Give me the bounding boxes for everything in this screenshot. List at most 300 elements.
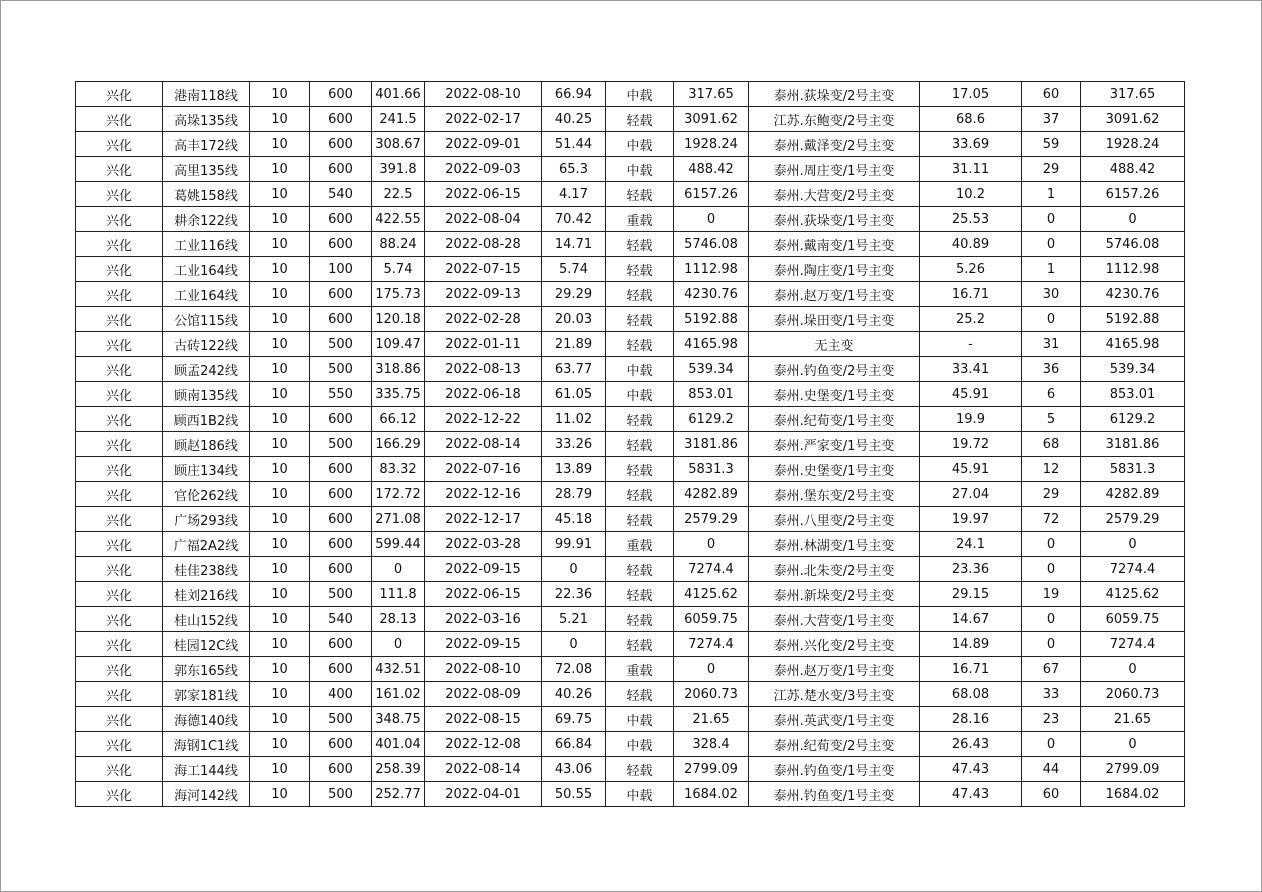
available-capacity-cell: 2579.29 [674,507,749,532]
available-capacity-cell: 4125.62 [674,582,749,607]
region-cell: 兴化 [76,657,163,682]
line-name-cell: 葛姚158线 [163,182,250,207]
table-row [76,732,1185,757]
line-name-cell: 桂山152线 [163,607,250,632]
open-capacity-cell: 1684.02 [1081,782,1185,807]
load-rate-cell: 0 [542,557,606,582]
capacity-cell: 600 [310,507,372,532]
line-name-cell: 工业116线 [163,232,250,257]
transformer-cell: 泰州.兴化变/2号主变 [749,632,920,657]
line-name-cell: 港南118线 [163,82,250,107]
table-row [76,282,1185,307]
line-name-cell: 顾南135线 [163,382,250,407]
line-name-cell: 郭家181线 [163,682,250,707]
table-row [76,407,1185,432]
open-capacity-cell: 6129.2 [1081,407,1185,432]
available-capacity-cell: 21.65 [674,707,749,732]
voltage-cell: 10 [250,432,310,457]
transformer-load-rate-cell: 28.16 [920,707,1022,732]
load-level-cell: 中载 [606,707,674,732]
count-cell: 44 [1022,757,1081,782]
transformer-cell: 泰州.严家变/1号主变 [749,432,920,457]
table-row [76,82,1185,107]
date-cell: 2022-08-13 [425,357,542,382]
voltage-cell: 10 [250,382,310,407]
transformer-load-rate-cell: 33.69 [920,132,1022,157]
load-level-cell: 中载 [606,382,674,407]
transformer-cell: 泰州.堡东变/2号主变 [749,482,920,507]
voltage-cell: 10 [250,307,310,332]
load-level-cell: 轻载 [606,432,674,457]
max-load-cell: 252.77 [372,782,425,807]
table-row [76,107,1185,132]
available-capacity-cell: 5831.3 [674,457,749,482]
load-level-cell: 中载 [606,732,674,757]
max-load-cell: 5.74 [372,257,425,282]
open-capacity-cell: 5746.08 [1081,232,1185,257]
count-cell: 60 [1022,782,1081,807]
capacity-cell: 500 [310,707,372,732]
transformer-cell: 无主变 [749,332,920,357]
voltage-cell: 10 [250,507,310,532]
table-row [76,207,1185,232]
transformer-load-rate-cell: 16.71 [920,657,1022,682]
load-level-cell: 轻载 [606,682,674,707]
max-load-cell: 318.86 [372,357,425,382]
capacity-cell: 600 [310,157,372,182]
available-capacity-cell: 317.65 [674,82,749,107]
count-cell: 29 [1022,157,1081,182]
transformer-cell: 泰州.新垛变/2号主变 [749,582,920,607]
load-level-cell: 中载 [606,357,674,382]
transformer-cell: 泰州.垛田变/1号主变 [749,307,920,332]
transformer-cell: 泰州.史堡变/1号主变 [749,457,920,482]
line-name-cell: 海工144线 [163,757,250,782]
open-capacity-cell: 5831.3 [1081,457,1185,482]
open-capacity-cell: 317.65 [1081,82,1185,107]
available-capacity-cell: 2799.09 [674,757,749,782]
transformer-load-rate-cell: 17.05 [920,82,1022,107]
available-capacity-cell: 1112.98 [674,257,749,282]
line-name-cell: 古砖122线 [163,332,250,357]
load-rate-cell: 63.77 [542,357,606,382]
transformer-cell: 泰州.纪荀变/1号主变 [749,407,920,432]
open-capacity-cell: 5192.88 [1081,307,1185,332]
table-row [76,682,1185,707]
date-cell: 2022-03-16 [425,607,542,632]
table-row [76,532,1185,557]
load-rate-cell: 5.74 [542,257,606,282]
capacity-cell: 600 [310,757,372,782]
max-load-cell: 422.55 [372,207,425,232]
table-body [76,82,1185,807]
available-capacity-cell: 853.01 [674,382,749,407]
transformer-cell: 泰州.纪荀变/2号主变 [749,732,920,757]
max-load-cell: 88.24 [372,232,425,257]
open-capacity-cell: 1112.98 [1081,257,1185,282]
table-row [76,232,1185,257]
open-capacity-cell: 2579.29 [1081,507,1185,532]
available-capacity-cell: 0 [674,207,749,232]
open-capacity-cell: 4165.98 [1081,332,1185,357]
open-capacity-cell: 3181.86 [1081,432,1185,457]
max-load-cell: 348.75 [372,707,425,732]
line-name-cell: 官伦262线 [163,482,250,507]
max-load-cell: 166.29 [372,432,425,457]
transformer-cell: 江苏.楚水变/3号主变 [749,682,920,707]
table-row [76,607,1185,632]
max-load-cell: 28.13 [372,607,425,632]
line-name-cell: 桂刘216线 [163,582,250,607]
date-cell: 2022-09-15 [425,632,542,657]
transformer-cell: 泰州.史堡变/1号主变 [749,382,920,407]
available-capacity-cell: 0 [674,657,749,682]
max-load-cell: 111.8 [372,582,425,607]
transformer-cell: 泰州.陶庄变/1号主变 [749,257,920,282]
voltage-cell: 10 [250,482,310,507]
region-cell: 兴化 [76,307,163,332]
available-capacity-cell: 488.42 [674,157,749,182]
load-level-cell: 轻载 [606,182,674,207]
transformer-load-rate-cell: 29.15 [920,582,1022,607]
region-cell: 兴化 [76,507,163,532]
open-capacity-cell: 4125.62 [1081,582,1185,607]
open-capacity-cell: 4282.89 [1081,482,1185,507]
load-level-cell: 轻载 [606,232,674,257]
transformer-load-rate-cell: 47.43 [920,782,1022,807]
transformer-load-rate-cell: 31.11 [920,157,1022,182]
available-capacity-cell: 4230.76 [674,282,749,307]
region-cell: 兴化 [76,432,163,457]
load-level-cell: 轻载 [606,507,674,532]
load-rate-cell: 61.05 [542,382,606,407]
voltage-cell: 10 [250,157,310,182]
capacity-cell: 600 [310,457,372,482]
transformer-cell: 泰州.赵万变/1号主变 [749,282,920,307]
region-cell: 兴化 [76,757,163,782]
count-cell: 6 [1022,382,1081,407]
region-cell: 兴化 [76,207,163,232]
count-cell: 0 [1022,307,1081,332]
available-capacity-cell: 328.4 [674,732,749,757]
available-capacity-cell: 7274.4 [674,632,749,657]
transformer-load-rate-cell: 19.9 [920,407,1022,432]
transformer-load-rate-cell: 68.6 [920,107,1022,132]
count-cell: 60 [1022,82,1081,107]
transformer-cell: 泰州.八里变/2号主变 [749,507,920,532]
transformer-cell: 泰州.赵万变/1号主变 [749,657,920,682]
load-rate-cell: 5.21 [542,607,606,632]
voltage-cell: 10 [250,682,310,707]
line-name-cell: 顾西1B2线 [163,407,250,432]
line-name-cell: 工业164线 [163,257,250,282]
region-cell: 兴化 [76,707,163,732]
load-level-cell: 轻载 [606,557,674,582]
capacity-cell: 600 [310,632,372,657]
voltage-cell: 10 [250,757,310,782]
load-level-cell: 中载 [606,782,674,807]
capacity-cell: 600 [310,207,372,232]
load-level-cell: 中载 [606,82,674,107]
voltage-cell: 10 [250,457,310,482]
load-rate-cell: 66.84 [542,732,606,757]
count-cell: 1 [1022,182,1081,207]
transformer-load-rate-cell: - [920,332,1022,357]
transformer-load-rate-cell: 24.1 [920,532,1022,557]
max-load-cell: 0 [372,557,425,582]
region-cell: 兴化 [76,457,163,482]
count-cell: 0 [1022,632,1081,657]
available-capacity-cell: 1928.24 [674,132,749,157]
load-level-cell: 轻载 [606,282,674,307]
load-rate-cell: 51.44 [542,132,606,157]
date-cell: 2022-03-28 [425,532,542,557]
line-name-cell: 海德140线 [163,707,250,732]
date-cell: 2022-08-14 [425,432,542,457]
region-cell: 兴化 [76,232,163,257]
open-capacity-cell: 488.42 [1081,157,1185,182]
voltage-cell: 10 [250,532,310,557]
load-rate-cell: 99.91 [542,532,606,557]
transformer-load-rate-cell: 19.72 [920,432,1022,457]
open-capacity-cell: 2799.09 [1081,757,1185,782]
load-level-cell: 重载 [606,532,674,557]
line-name-cell: 顾孟242线 [163,357,250,382]
line-name-cell: 耕余122线 [163,207,250,232]
date-cell: 2022-06-15 [425,582,542,607]
capacity-cell: 500 [310,357,372,382]
capacity-cell: 600 [310,132,372,157]
transformer-load-rate-cell: 25.2 [920,307,1022,332]
transformer-load-rate-cell: 27.04 [920,482,1022,507]
voltage-cell: 10 [250,557,310,582]
date-cell: 2022-04-01 [425,782,542,807]
count-cell: 37 [1022,107,1081,132]
region-cell: 兴化 [76,282,163,307]
load-rate-cell: 50.55 [542,782,606,807]
date-cell: 2022-02-28 [425,307,542,332]
available-capacity-cell: 1684.02 [674,782,749,807]
load-rate-cell: 0 [542,632,606,657]
table-row [76,457,1185,482]
transformer-cell: 泰州.大营变/1号主变 [749,607,920,632]
transformer-cell: 江苏.东鲍变/2号主变 [749,107,920,132]
load-rate-cell: 70.42 [542,207,606,232]
date-cell: 2022-06-15 [425,182,542,207]
open-capacity-cell: 0 [1081,207,1185,232]
count-cell: 72 [1022,507,1081,532]
load-rate-cell: 21.89 [542,332,606,357]
transformer-load-rate-cell: 14.89 [920,632,1022,657]
open-capacity-cell: 6059.75 [1081,607,1185,632]
transformer-load-rate-cell: 25.53 [920,207,1022,232]
max-load-cell: 83.32 [372,457,425,482]
date-cell: 2022-06-18 [425,382,542,407]
line-name-cell: 郭东165线 [163,657,250,682]
voltage-cell: 10 [250,132,310,157]
capacity-cell: 540 [310,182,372,207]
count-cell: 29 [1022,482,1081,507]
available-capacity-cell: 3181.86 [674,432,749,457]
capacity-cell: 100 [310,257,372,282]
date-cell: 2022-02-17 [425,107,542,132]
region-cell: 兴化 [76,782,163,807]
load-level-cell: 中载 [606,132,674,157]
line-name-cell: 高里135线 [163,157,250,182]
count-cell: 1 [1022,257,1081,282]
transformer-cell: 泰州.林湖变/1号主变 [749,532,920,557]
transformer-cell: 泰州.戴泽变/2号主变 [749,132,920,157]
max-load-cell: 175.73 [372,282,425,307]
count-cell: 19 [1022,582,1081,607]
transformer-load-rate-cell: 10.2 [920,182,1022,207]
load-rate-cell: 14.71 [542,232,606,257]
count-cell: 59 [1022,132,1081,157]
voltage-cell: 10 [250,582,310,607]
table-row [76,657,1185,682]
capacity-cell: 600 [310,232,372,257]
transformer-load-rate-cell: 26.43 [920,732,1022,757]
voltage-cell: 10 [250,607,310,632]
transformer-load-rate-cell: 23.36 [920,557,1022,582]
voltage-cell: 10 [250,207,310,232]
line-name-cell: 公馆115线 [163,307,250,332]
available-capacity-cell: 4282.89 [674,482,749,507]
count-cell: 0 [1022,732,1081,757]
voltage-cell: 10 [250,232,310,257]
available-capacity-cell: 5746.08 [674,232,749,257]
feeder-load-table [75,81,1185,807]
load-level-cell: 轻载 [606,332,674,357]
max-load-cell: 271.08 [372,507,425,532]
region-cell: 兴化 [76,257,163,282]
count-cell: 12 [1022,457,1081,482]
voltage-cell: 10 [250,632,310,657]
capacity-cell: 600 [310,532,372,557]
date-cell: 2022-12-16 [425,482,542,507]
open-capacity-cell: 0 [1081,657,1185,682]
region-cell: 兴化 [76,157,163,182]
available-capacity-cell: 539.34 [674,357,749,382]
region-cell: 兴化 [76,682,163,707]
transformer-load-rate-cell: 68.08 [920,682,1022,707]
load-rate-cell: 20.03 [542,307,606,332]
load-level-cell: 轻载 [606,482,674,507]
date-cell: 2022-12-08 [425,732,542,757]
count-cell: 68 [1022,432,1081,457]
count-cell: 33 [1022,682,1081,707]
open-capacity-cell: 539.34 [1081,357,1185,382]
capacity-cell: 400 [310,682,372,707]
transformer-load-rate-cell: 47.43 [920,757,1022,782]
table-row [76,357,1185,382]
max-load-cell: 432.51 [372,657,425,682]
open-capacity-cell: 2060.73 [1081,682,1185,707]
voltage-cell: 10 [250,282,310,307]
load-level-cell: 轻载 [606,457,674,482]
load-level-cell: 轻载 [606,407,674,432]
region-cell: 兴化 [76,732,163,757]
capacity-cell: 600 [310,282,372,307]
line-name-cell: 桂园12C线 [163,632,250,657]
max-load-cell: 0 [372,632,425,657]
line-name-cell: 海河142线 [163,782,250,807]
transformer-cell: 泰州.荻垛变/2号主变 [749,82,920,107]
capacity-cell: 600 [310,107,372,132]
table-row [76,582,1185,607]
load-level-cell: 轻载 [606,632,674,657]
transformer-load-rate-cell: 45.91 [920,382,1022,407]
table-row [76,382,1185,407]
max-load-cell: 161.02 [372,682,425,707]
date-cell: 2022-08-15 [425,707,542,732]
count-cell: 23 [1022,707,1081,732]
date-cell: 2022-08-10 [425,657,542,682]
open-capacity-cell: 21.65 [1081,707,1185,732]
count-cell: 0 [1022,607,1081,632]
max-load-cell: 241.5 [372,107,425,132]
load-level-cell: 轻载 [606,757,674,782]
date-cell: 2022-09-01 [425,132,542,157]
capacity-cell: 540 [310,607,372,632]
region-cell: 兴化 [76,407,163,432]
transformer-load-rate-cell: 19.97 [920,507,1022,532]
capacity-cell: 600 [310,732,372,757]
capacity-cell: 600 [310,82,372,107]
capacity-cell: 600 [310,482,372,507]
load-level-cell: 轻载 [606,107,674,132]
max-load-cell: 401.04 [372,732,425,757]
region-cell: 兴化 [76,332,163,357]
open-capacity-cell: 0 [1081,732,1185,757]
table-row [76,307,1185,332]
date-cell: 2022-09-15 [425,557,542,582]
voltage-cell: 10 [250,732,310,757]
open-capacity-cell: 853.01 [1081,382,1185,407]
date-cell: 2022-07-15 [425,257,542,282]
transformer-load-rate-cell: 40.89 [920,232,1022,257]
transformer-cell: 泰州.戴南变/1号主变 [749,232,920,257]
table-row [76,482,1185,507]
table-row [76,757,1185,782]
load-rate-cell: 65.3 [542,157,606,182]
capacity-cell: 500 [310,582,372,607]
date-cell: 2022-08-14 [425,757,542,782]
available-capacity-cell: 5192.88 [674,307,749,332]
load-level-cell: 轻载 [606,307,674,332]
load-rate-cell: 72.08 [542,657,606,682]
transformer-load-rate-cell: 14.67 [920,607,1022,632]
count-cell: 31 [1022,332,1081,357]
table-row [76,432,1185,457]
load-rate-cell: 33.26 [542,432,606,457]
date-cell: 2022-09-03 [425,157,542,182]
table-row [76,182,1185,207]
voltage-cell: 10 [250,357,310,382]
max-load-cell: 109.47 [372,332,425,357]
line-name-cell: 广福2A2线 [163,532,250,557]
max-load-cell: 22.5 [372,182,425,207]
line-name-cell: 顾庄134线 [163,457,250,482]
line-name-cell: 顾赵186线 [163,432,250,457]
table-row [76,332,1185,357]
voltage-cell: 10 [250,407,310,432]
load-level-cell: 轻载 [606,582,674,607]
line-name-cell: 高丰172线 [163,132,250,157]
transformer-cell: 泰州.英武变/1号主变 [749,707,920,732]
date-cell: 2022-12-17 [425,507,542,532]
load-rate-cell: 40.25 [542,107,606,132]
